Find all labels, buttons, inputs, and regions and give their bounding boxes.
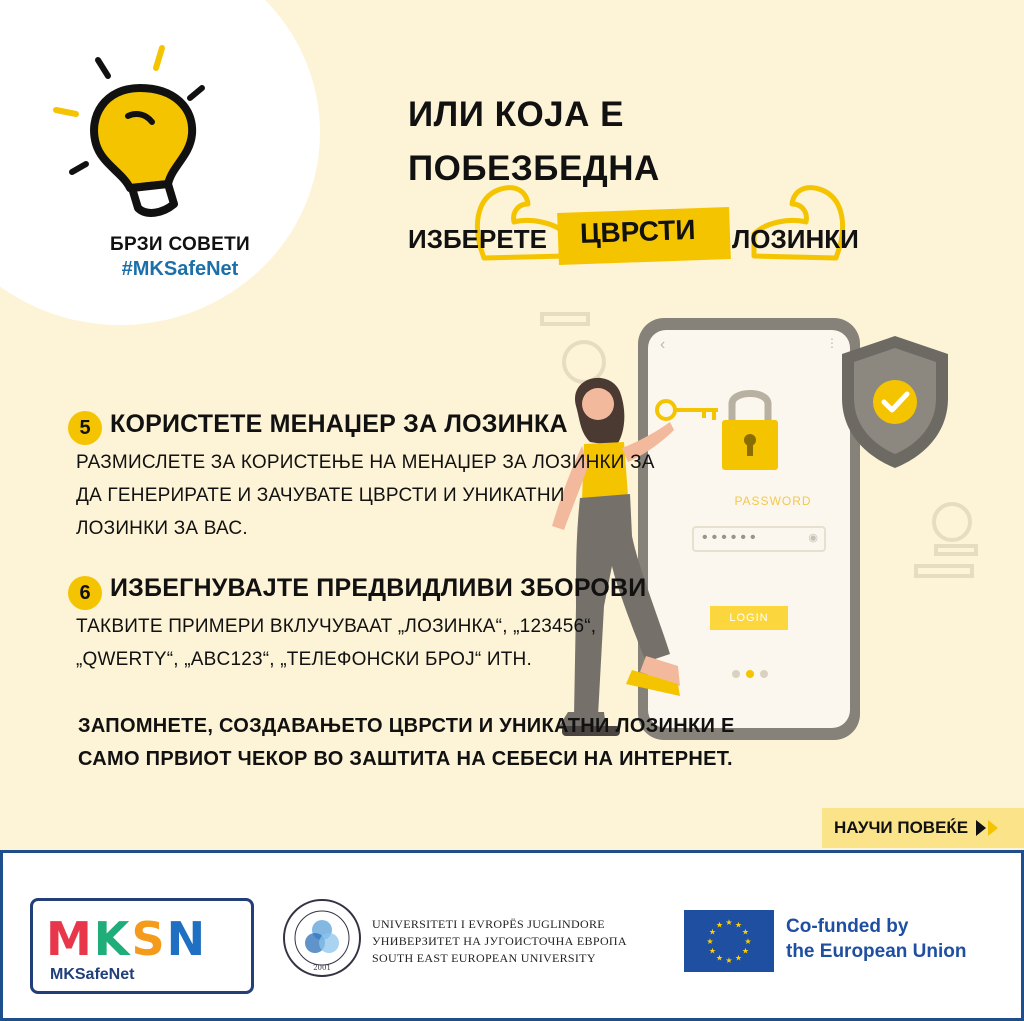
pager-dot-active (746, 670, 754, 678)
eu-star-icon: ★ (734, 953, 743, 963)
lightbulb-icon (50, 38, 230, 223)
university-name-line: UNIVERSITETI I EVROPËS JUGLINDORE (372, 917, 605, 931)
eu-star-icon: ★ (725, 918, 733, 927)
eye-icon[interactable]: ◉ (808, 532, 818, 544)
eu-star-icon: ★ (715, 953, 724, 963)
closing-line: САМО ПРВИОТ ЧЕКОР ВО ЗАШТИТА НА СЕБЕСИ НА ИНТЕРНЕТ. (78, 748, 733, 770)
choose-word-passwords: ЛОЗИНКИ (732, 224, 859, 254)
eu-star-icon: ★ (706, 937, 714, 946)
choose-highlight-word: ЦВРСТИ (579, 213, 696, 250)
mksn-letter: N (166, 912, 208, 966)
eu-star-icon: ★ (715, 920, 724, 930)
headline-line-2: ПОБЕЗБЕДНА (408, 149, 660, 188)
eu-star-icon: ★ (734, 920, 743, 930)
tip-body-line: „QWERTY“, „ABC123“, „ТЕЛЕФОНСКИ БРОЈ“ ИТН. (76, 649, 532, 670)
shield-check-icon (836, 332, 954, 472)
eu-star-icon: ★ (725, 956, 733, 965)
back-arrow-icon[interactable]: ‹ (660, 336, 666, 353)
university-name (372, 916, 627, 967)
tip-body-line: ДА ГЕНЕРИРАТЕ И ЗАЧУВАТЕ ЦВРСТИ И УНИКАТНИ (76, 485, 565, 506)
eu-stars (684, 910, 774, 972)
tip-body-line: ТАКВИТЕ ПРИМЕРИ ВКЛУЧУВААТ „ЛОЗИНКА“, „123456“, (76, 616, 597, 637)
eu-funding-text (786, 914, 967, 964)
tip-body-line: ЛОЗИНКИ ЗА ВАС. (76, 518, 248, 539)
mksn-logo (46, 912, 207, 966)
university-name-line: SOUTH EAST EUROPEAN UNIVERSITY (372, 951, 596, 965)
learn-more-button[interactable] (822, 808, 1024, 848)
seal-year: 2001 (313, 964, 331, 972)
headline-line-1: ИЛИ КОЈА Е (408, 95, 624, 134)
pager-dot (732, 670, 740, 678)
brand-hashtag: #MKSafeNet (121, 258, 239, 280)
brand-title: БРЗИ СОВЕТИ (110, 234, 250, 255)
eu-star-icon: ★ (741, 946, 750, 956)
university-name-line: УНИВЕРЗИТЕТ НА ЈУГОИСТОЧНА ЕВРОПА (372, 934, 627, 948)
tip-number-badge: 6 (68, 576, 102, 610)
eu-funding-line: the European Union (786, 941, 967, 962)
login-button[interactable]: LOGIN (710, 606, 788, 630)
tip-number-badge: 5 (68, 411, 102, 445)
pager-dot (760, 670, 768, 678)
tip-body (76, 610, 596, 676)
eu-star-icon: ★ (708, 946, 717, 956)
eu-star-icon: ★ (744, 937, 752, 946)
mksn-letter: S (131, 912, 167, 966)
tip-title: КОРИСТЕТЕ МЕНАЏЕР ЗА ЛОЗИНКА (110, 410, 568, 438)
mksn-name: MKSafeNet (50, 966, 135, 983)
university-seal-icon (282, 898, 362, 978)
eu-flag-icon (684, 910, 774, 972)
closing-statement (78, 710, 898, 776)
eu-star-icon: ★ (708, 927, 717, 937)
eu-funding-line: Co-funded by (786, 916, 909, 937)
eu-star-icon: ★ (741, 927, 750, 937)
tip-title: ИЗБЕГНУВАЈТЕ ПРЕДВИДЛИВИ ЗБОРОВИ (110, 574, 647, 602)
menu-dots-icon[interactable]: ⋮ (826, 336, 838, 350)
choose-word: ИЗБЕРЕТЕ (408, 224, 547, 254)
double-arrow-icon (974, 818, 1004, 838)
mksn-letter: K (93, 912, 132, 966)
padlock-icon (720, 380, 780, 472)
tip-body-line: РАЗМИСЛЕТЕ ЗА КОРИСТЕЊЕ НА МЕНАЏЕР ЗА ЛОЗИНКИ ЗА (76, 452, 655, 473)
password-mask: •••••• (702, 529, 760, 546)
mksn-letter: M (46, 912, 94, 966)
key-icon (654, 396, 724, 426)
password-label: PASSWORD (734, 494, 812, 508)
learn-more-label: НАУЧИ ПОВЕЌЕ (834, 818, 969, 837)
tip-body (76, 446, 655, 545)
closing-line: ЗАПОМНЕТЕ, СОЗДАВАЊЕТО ЦВРСТИ И УНИКАТНИ ЛОЗИНКИ Е (78, 715, 735, 737)
